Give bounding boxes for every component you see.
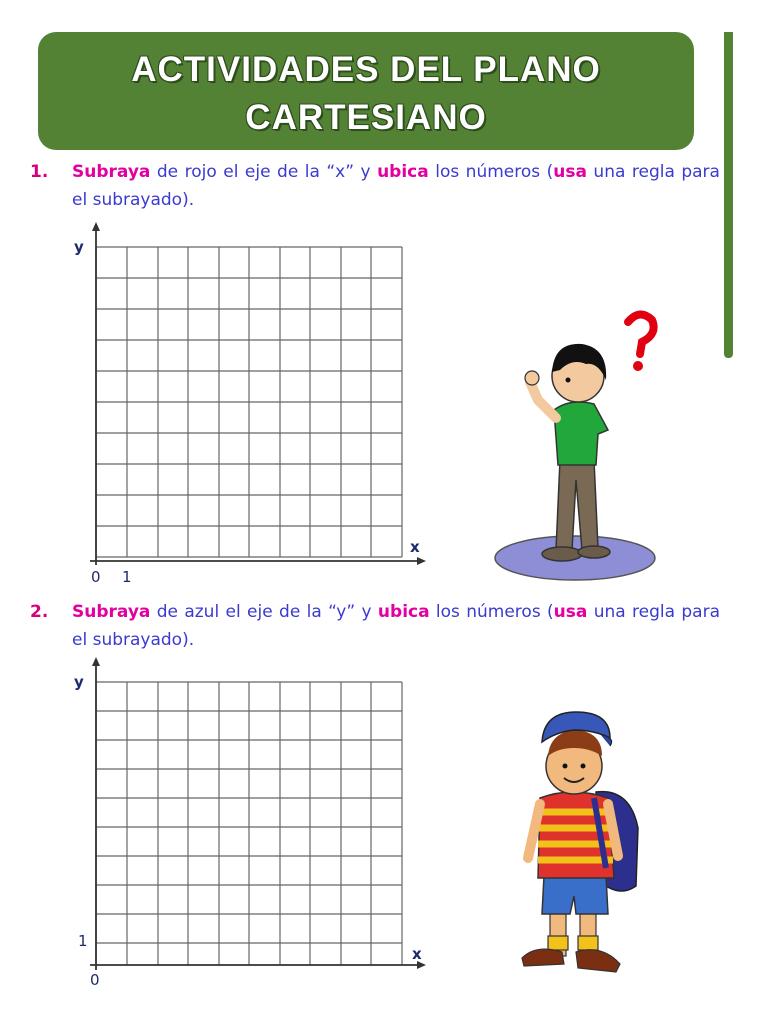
y-axis-arrow [92, 657, 100, 666]
title-banner [38, 32, 694, 150]
keyword-ubica: ubica [377, 602, 430, 622]
keyword-subraya: Subraya [72, 602, 151, 622]
y-axis-label: y [74, 673, 84, 691]
tick-label-1: 1 [122, 568, 132, 586]
task-instruction [72, 158, 720, 214]
instruction-text: una regla para el subrayado). [72, 162, 720, 210]
origin-label: 0 [90, 971, 100, 989]
task-1 [30, 158, 720, 214]
task-instruction [72, 598, 720, 654]
x-axis-arrow [417, 557, 426, 565]
decorative-side-bar [724, 32, 733, 358]
boy-with-backpack-illustration [510, 708, 660, 998]
instruction-text: los números ( [428, 162, 554, 182]
task-number: 1. [30, 162, 49, 182]
cartesian-grid-1[interactable] [60, 220, 440, 590]
x-axis-label: x [412, 945, 422, 963]
tick-label-1: 1 [78, 932, 88, 950]
page-title-line1: ACTIVIDADES DEL PLANO [131, 50, 601, 89]
instruction-text: de azul el eje de la “y” y [150, 602, 378, 622]
page-title-line2: CARTESIANO [245, 98, 487, 137]
keyword-usa: usa [553, 602, 588, 622]
cartesian-grid-2[interactable] [60, 655, 440, 995]
y-axis-arrow [92, 222, 100, 231]
instruction-text: los números ( [429, 602, 554, 622]
keyword-subraya: Subraya [72, 162, 151, 182]
task-number: 2. [30, 602, 49, 622]
origin-label: 0 [91, 568, 101, 586]
keyword-ubica: ubica [377, 162, 429, 182]
grid-lines [96, 247, 402, 557]
page-title [38, 46, 694, 142]
task-2 [30, 598, 720, 654]
keyword-usa: usa [553, 162, 587, 182]
instruction-text: una regla para el subrayado). [72, 602, 720, 650]
instruction-text: de rojo el eje de la “x” y [150, 162, 378, 182]
grid-lines [96, 682, 402, 965]
x-axis-label: x [410, 538, 420, 556]
y-axis-label: y [74, 238, 84, 256]
boy-with-question-mark-illustration [490, 300, 670, 585]
